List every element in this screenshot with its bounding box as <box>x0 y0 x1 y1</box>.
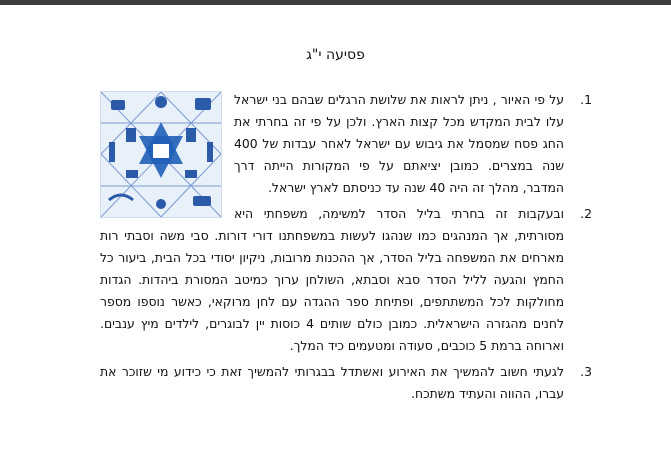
list-number: 2. <box>580 206 592 221</box>
list-item-text: ובעקבות זה בחרתי בליל הסדר למשימה, משפחתי היא מסורתית, אך המנהגים כמו שנהגו לעשות במשפחתנו דורי דורות. סבי משה וסבתי רות מארחים את המשפחה בליל הסדר, אך ההכנות מרובות, ניקיון יסודי בכל הבית, ביעור כל החמץ והגעה לליל הסדר סבא וסבתא, השולחן ערוך כמיטב המסורת ביהדות. הגדות מחולקות לכל המשתתפים, ופתיחת ספר ההגדה עם לחן מרוקאי, כאשר נוספו מספר לחנים מהגזרה הישראלית. כמובן כולם שותים 4 כוסות יין לבוגרים, לילדים מיץ ענבים. וארוחה ברמת 5 כוכבים, סעודה ומטעמים כיד המלך. <box>100 206 564 353</box>
list-item-text: לגעתי חשוב להמשיך את האירוע ואשתדל בבגרותי להמשיך זאת כי כידוע מי שזוכר את עברו, ההווה והעתיד משתכח. <box>100 364 564 401</box>
document-page <box>0 5 671 470</box>
list-item <box>100 89 592 199</box>
list-number: 1. <box>580 92 592 107</box>
list-item <box>100 361 592 405</box>
numbered-list <box>100 89 592 409</box>
page-title: פסיעה י"ג <box>306 47 365 63</box>
list-item <box>100 203 592 357</box>
list-number: 3. <box>580 364 592 379</box>
passover-star-collage-icon <box>100 91 222 218</box>
list-item-body <box>100 89 564 199</box>
list-item-text: על פי האיור , ניתן לראות את שלושת הרגלים שבהם בני ישראל עלו לבית המקדש מכל קצות הארץ. ולכן על פי זה בחרתי את החג פסח שמסמל את גיבוש עם ישראל לאחר עבדות של 400 שנה במצרים. כמובן יציאתם על פי המקורות הייתה דרך המדבר, מהלך זה היה 40 שנה עד כניסתם לארץ ישראל. <box>234 92 564 195</box>
